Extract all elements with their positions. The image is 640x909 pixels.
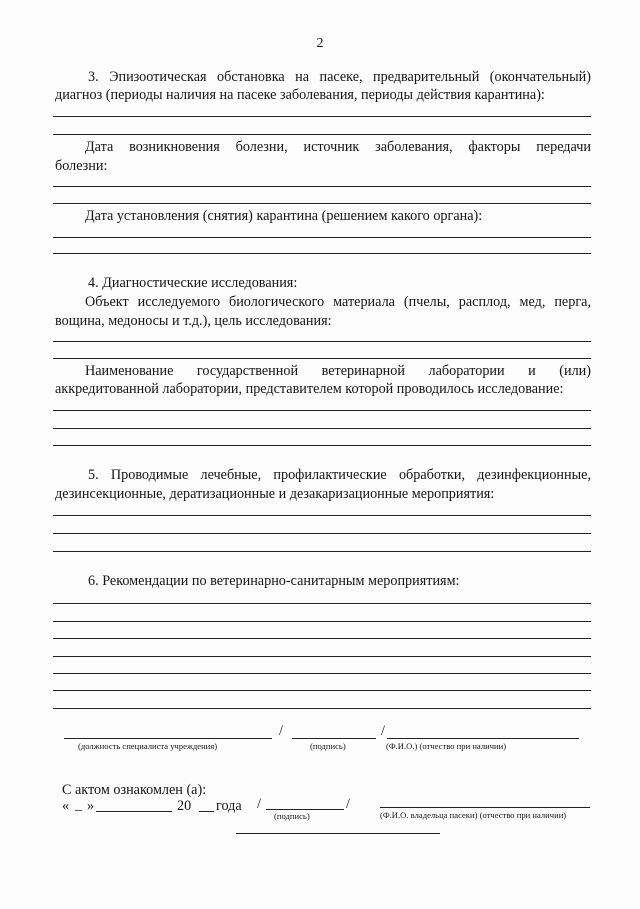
fill-line: [53, 237, 591, 238]
fio-field-line: [387, 738, 579, 739]
year-prefix: 20: [177, 798, 192, 814]
lab-name-line2: аккредитованной лаборатории, представителем которой проводилось исследование:: [55, 381, 564, 397]
fill-line: [53, 445, 591, 446]
section4-heading: 4. Диагностические исследования:: [88, 275, 298, 291]
section3-line1: 3. Эпизоотическая обстановка на пасеке, предварительный (окончательный): [88, 69, 591, 85]
fill-line: [53, 358, 591, 359]
page-number: 2: [316, 36, 324, 51]
position-caption: (должность специалиста учреждения): [78, 741, 218, 751]
section5-line1: 5. Проводимые лечебные, профилактические обработки, дезинфекционные,: [88, 467, 591, 483]
fill-line: [53, 621, 591, 622]
owner-signature-caption: (подпись): [274, 811, 310, 821]
date-quote-close: »: [87, 798, 95, 814]
signature-slash: /: [381, 723, 385, 739]
date-day: _: [75, 797, 83, 813]
fio-caption: (Ф.И.О.) (отчество при наличии): [386, 741, 507, 751]
owner-fio-caption: (Ф.И.О. владельца пасеки) (отчество при наличии): [380, 810, 567, 820]
fill-line: [53, 116, 591, 117]
fill-line: [53, 203, 591, 204]
fill-line: [53, 690, 591, 691]
year-word: года: [216, 798, 242, 814]
date-month-line: [96, 811, 172, 812]
owner-signature-line: [266, 809, 344, 810]
year-suffix-line: [199, 811, 214, 812]
fill-line: [53, 673, 591, 674]
signature-slash: /: [257, 796, 261, 812]
position-field-line: [64, 738, 272, 739]
onset-date-line2: болезни:: [55, 158, 108, 174]
lab-name-line1: Наименование государственной ветеринарной лаборатории и (или): [85, 363, 591, 379]
signature-caption: (подпись): [310, 741, 346, 751]
fill-line: [53, 428, 591, 429]
fill-line: [53, 533, 591, 534]
onset-date-line1: Дата возникновения болезни, источник заболевания, факторы передачи: [85, 139, 591, 155]
signature-slash: /: [346, 796, 350, 812]
fill-line: [53, 708, 591, 709]
fill-line: [53, 551, 591, 552]
section6-heading: 6. Рекомендации по ветеринарно-санитарным мероприятиям:: [88, 573, 460, 589]
bio-material-line2: вощина, медоносы и т.д.), цель исследования:: [55, 313, 332, 329]
acquainted-label: С актом ознакомлен (а):: [62, 782, 207, 798]
fill-line: [53, 341, 591, 342]
quarantine-date: Дата установления (снятия) карантина (решением какого органа):: [85, 208, 483, 224]
fill-line: [53, 134, 591, 135]
fill-line: [53, 603, 591, 604]
fill-line: [53, 410, 591, 411]
section3-line2: диагноз (периоды наличия на пасеке заболевания, периоды действия карантина):: [55, 87, 545, 103]
signature-field-line: [292, 738, 376, 739]
fill-line: [53, 186, 591, 187]
owner-fio-line: [380, 807, 590, 808]
signature-slash: /: [279, 723, 283, 739]
fill-line: [53, 515, 591, 516]
fill-line: [53, 638, 591, 639]
date-quote-open: «: [62, 798, 70, 814]
fill-line: [53, 656, 591, 657]
bio-material-line1: Объект исследуемого биологического материала (пчелы, расплод, мед, перга,: [85, 294, 591, 310]
section5-line2: дезинсекционные, дератизационные и дезакаризационные мероприятия:: [55, 486, 495, 502]
fill-line: [53, 253, 591, 254]
extra-line: [236, 833, 440, 834]
